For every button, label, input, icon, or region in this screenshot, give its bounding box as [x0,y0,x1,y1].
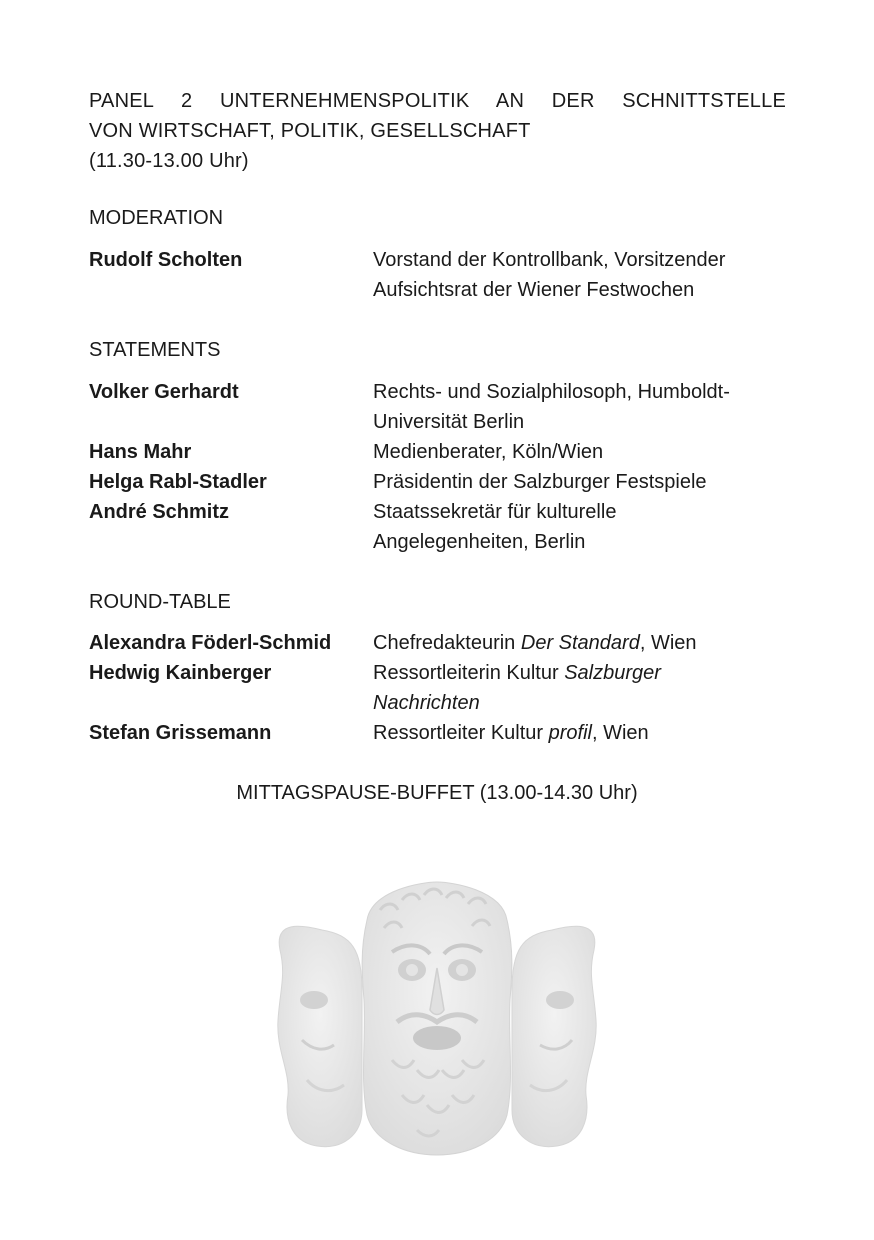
panel-title-line-1: PANEL 2 UNTERNEHMENSPOLITIK AN DER SCHNITTSTELLE [89,90,786,112]
person-name: Helga Rabl-Stadler [89,471,267,493]
publication-name: Salzburger [564,662,661,684]
panel-title-line-2: VON WIRTSCHAFT, POLITIK, GESELLSCHAFT [89,120,531,142]
person-role: Medienberater, Köln/Wien [373,441,604,463]
panel-time: (11.30-13.00 Uhr) [89,150,249,172]
person-role: Rechts- und Sozialphilosoph, Humboldt- Universität Berlin [373,381,730,433]
person-role: Staatssekretär für kulturelle Angelegenheiten, Berlin [373,501,617,553]
person-name: Volker Gerhardt [89,381,239,403]
person-role: Ressortleiterin Kultur Salzburger Nachrichten [373,662,661,714]
person-name: Hans Mahr [89,441,192,463]
moderation-heading: MODERATION [89,207,224,229]
theatre-masks-sculpture-icon [262,880,612,1160]
publication-name: Der Standard [520,632,640,654]
person-role: Präsidentin der Salzburger Festspiele [373,471,707,493]
publication-name: Nachrichten [373,692,480,714]
lunch-break-note: MITTAGSPAUSE-BUFFET (13.00-14.30 Uhr) [236,782,638,804]
person-name: Alexandra Föderl-Schmid [89,632,332,654]
roundtable-heading: ROUND-TABLE [89,591,231,613]
person-name: Hedwig Kainberger [89,662,272,684]
statements-heading: STATEMENTS [89,339,221,361]
person-role: Chefredakteurin Der Standard, Wien [373,632,697,654]
person-role: Ressortleiter Kultur profil, Wien [373,722,649,744]
panel-title [89,86,786,176]
publication-name: profil [548,722,592,744]
person-name: Rudolf Scholten [89,249,243,271]
person-role: Vorstand der Kontrollbank, Vorsitzender Aufsichtsrat der Wiener Festwochen [373,249,726,301]
person-name: André Schmitz [89,501,230,523]
person-name: Stefan Grissemann [89,722,272,744]
